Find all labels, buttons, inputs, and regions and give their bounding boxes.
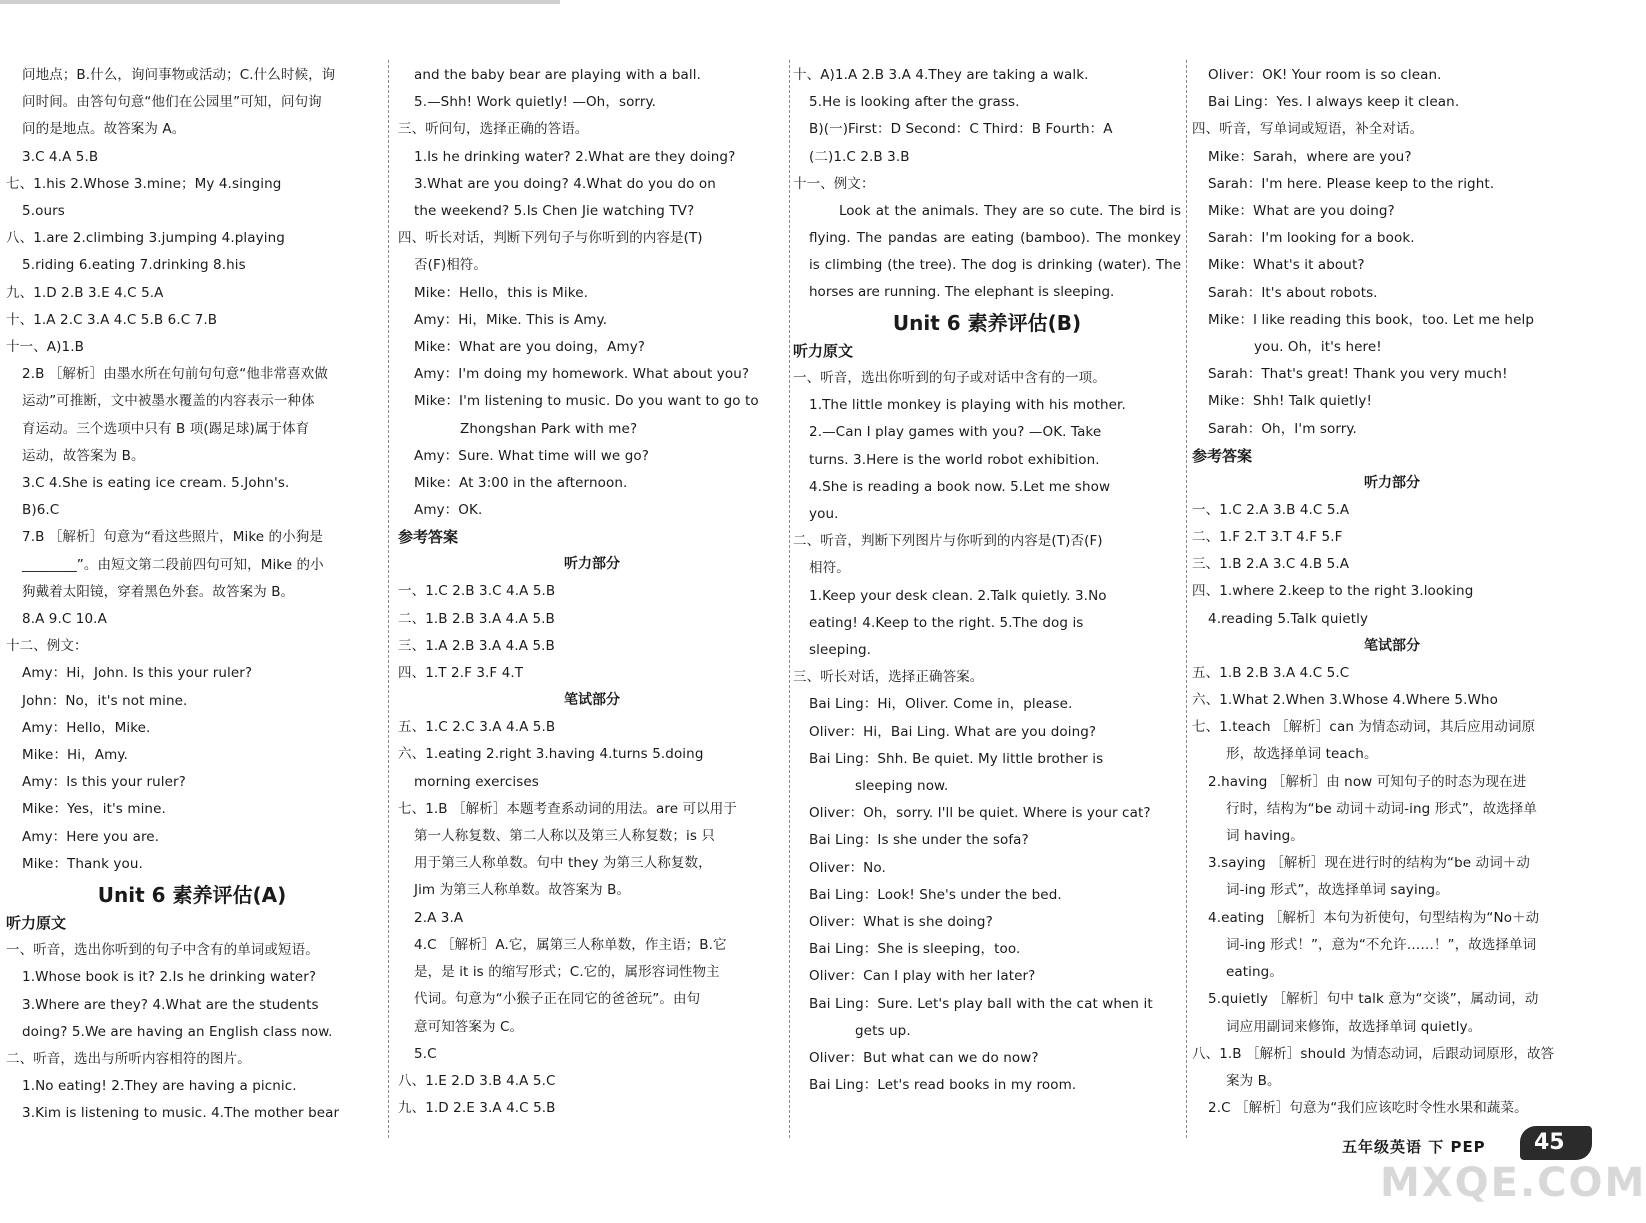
- text-line: Bai Ling：Sure. Let's play ball with the cat when it: [809, 995, 1153, 1012]
- text-line: Mike：Yes，it's mine.: [22, 801, 166, 818]
- text-line: 二、听音，选出与所听内容相符的图片。: [6, 1050, 251, 1067]
- text-line: 词应用副词来修饰，故选择单词 quietly。: [1226, 1018, 1482, 1035]
- text-line: 3.C 4.A 5.B: [22, 148, 99, 165]
- text-line: 词 having。: [1226, 828, 1304, 845]
- text-line: 一、1.C 2.B 3.C 4.A 5.B: [398, 583, 556, 600]
- part-heading: 听力部分: [1364, 474, 1420, 491]
- subsection-heading: 听力原文: [793, 342, 854, 361]
- text-line: 5.riding 6.eating 7.drinking 8.his: [22, 257, 246, 274]
- text-line: 一、听音，选出你听到的句子或对话中含有的一项。: [793, 370, 1106, 387]
- text-line: 问的是地点。故答案为 A。: [22, 121, 186, 138]
- text-line: eating! 4.Keep to the right. 5.The dog is: [809, 614, 1084, 631]
- text-line: 八、1.B ［解析］should 为情态动词，后跟动词原形，故答: [1192, 1045, 1555, 1062]
- text-line: 三、听长对话，选择正确答案。: [793, 669, 984, 686]
- text-line: Oliver：But what can we do now?: [809, 1050, 1039, 1067]
- text-line: 九、1.D 2.E 3.A 4.C 5.B: [398, 1100, 556, 1117]
- column-divider: [1186, 60, 1187, 1138]
- text-line: 七、1.B ［解析］本题考查系动词的用法。are 可以用于: [398, 800, 737, 817]
- book-label: 五年级英语 下 PEP: [1342, 1138, 1486, 1156]
- text-line: 用于第三人称单数。句中 they 为第三人称复数，: [414, 855, 712, 872]
- text-line: eating。: [1226, 964, 1283, 981]
- column-3-rest: [793, 308, 1181, 1099]
- example-essay-text: Look at the animals. They are so cute. The bird is flying. The pandas are eating (bamboo). The monkey is climbing (the tree). The dog is drinking (water). The horses are running. The elephant is sleeping.: [809, 203, 1181, 301]
- text-line: Oliver：Can I play with her later?: [809, 968, 1036, 985]
- text-line: 1.Is he drinking water? 2.What are they doing?: [414, 148, 736, 165]
- text-line: 问时间。由答句句意“他们在公园里”可知，问句询: [22, 94, 322, 111]
- text-line: turns. 3.Here is the world robot exhibition.: [809, 451, 1100, 468]
- text-line: B)(一)First：D Second：C Third：B Fourth：A: [809, 121, 1113, 138]
- text-line: 5.He is looking after the grass.: [809, 94, 1020, 111]
- text-line: B)6.C: [22, 502, 60, 519]
- text-line: 2.C ［解析］句意为“我们应该吃时令性水果和蔬菜。: [1208, 1100, 1528, 1117]
- text-line: 1.No eating! 2.They are having a picnic.: [22, 1078, 297, 1095]
- text-line: 形，故选择单词 teach。: [1226, 746, 1378, 763]
- text-line: 一、1.C 2.A 3.B 4.C 5.A: [1192, 501, 1350, 518]
- part-heading: 听力部分: [564, 556, 620, 573]
- page-footer: [1332, 1126, 1600, 1164]
- text-line: 六、1.What 2.When 3.Whose 4.Where 5.Who: [1192, 692, 1498, 709]
- text-line: Oliver：Oh，sorry. I'll be quiet. Where is your cat?: [809, 805, 1151, 822]
- subsection-heading: 参考答案: [1192, 446, 1253, 465]
- example-essay-paragraph: [793, 198, 1181, 306]
- text-line: Sarah：It's about robots.: [1208, 284, 1378, 301]
- text-line: 5.C: [414, 1045, 437, 1062]
- text-line: Sarah：That's great! Thank you very much!: [1208, 366, 1508, 383]
- text-line: 3.saying ［解析］现在进行时的结构为“be 动词＋动: [1208, 855, 1531, 872]
- text-line: 四、1.where 2.keep to the right 3.looking: [1192, 583, 1474, 600]
- text-line: Mike：I like reading this book，too. Let me help: [1208, 311, 1535, 328]
- text-line: 3.Kim is listening to music. 4.The mother bear: [22, 1105, 340, 1122]
- text-line: gets up.: [855, 1022, 911, 1039]
- text-line: you. Oh，it's here!: [1254, 339, 1382, 356]
- text-line: 8.A 9.C 10.A: [22, 611, 107, 628]
- text-line: morning exercises: [414, 773, 539, 790]
- text-line: Amy：OK.: [414, 502, 483, 519]
- text-line: 三、听问句，选择正确的答语。: [398, 121, 589, 138]
- text-line: Amy：Hi，John. Is this your ruler?: [22, 665, 253, 682]
- section-heading: Unit 6 素养评估(A): [97, 883, 287, 908]
- text-line: 五、1.C 2.C 3.A 4.A 5.B: [398, 719, 556, 736]
- text-line: Sarah：Oh，I'm sorry.: [1208, 420, 1357, 437]
- text-line: Mike：I'm listening to music. Do you want to go to: [414, 393, 759, 410]
- text-line: Bai Ling：Shh. Be quiet. My little brother is: [809, 750, 1104, 767]
- section-heading: Unit 6 素养评估(B): [892, 311, 1082, 336]
- text-line: 4.She is reading a book now. 5.Let me show: [809, 478, 1111, 495]
- text-line: 二、1.F 2.T 3.T 4.F 5.F: [1192, 529, 1343, 546]
- text-line: Amy：Is this your ruler?: [22, 774, 186, 791]
- text-line: Sarah：I'm here. Please keep to the right.: [1208, 175, 1495, 192]
- text-line: sleeping.: [809, 642, 872, 659]
- text-line: 5.quietly ［解析］句中 talk 意为“交谈”，属动词，动: [1208, 991, 1539, 1008]
- text-line: Oliver：No.: [809, 859, 886, 876]
- text-line: 狗戴着太阳镜，穿着黑色外套。故答案为 B。: [22, 583, 295, 600]
- text-line: 四、1.T 2.F 3.F 4.T: [398, 665, 524, 682]
- text-line: 相符。: [809, 560, 850, 577]
- text-line: 三、1.A 2.B 3.A 4.A 5.B: [398, 637, 555, 654]
- text-line: 是，是 it is 的缩写形式；C.它的，属形容词性物主: [414, 964, 720, 981]
- text-line: Oliver：What is she doing?: [809, 914, 993, 931]
- text-line: Mike：Thank you.: [22, 855, 143, 872]
- text-line: 5.ours: [22, 203, 65, 220]
- subsection-heading: 参考答案: [398, 528, 459, 547]
- top-edge-bar: [0, 0, 560, 4]
- column-divider: [789, 60, 790, 1138]
- text-line: 意可知答案为 C。: [414, 1018, 524, 1035]
- text-line: 词-ing 形式”，故选择单词 saying。: [1226, 882, 1449, 899]
- subsection-heading: 听力原文: [6, 914, 67, 933]
- text-line: 四、听长对话，判断下列句子与你听到的内容是(T): [398, 230, 703, 247]
- text-line: Zhongshan Park with me?: [460, 420, 638, 437]
- text-line: Bai Ling：Let's read books in my room.: [809, 1077, 1077, 1094]
- text-line: 二、听音，判断下列图片与你听到的内容是(T)否(F): [793, 533, 1103, 550]
- text-line: 2.having ［解析］由 now 可知句子的时态为现在进: [1208, 773, 1527, 790]
- text-line: 十一、例文：: [793, 175, 875, 192]
- text-line: Jim 为第三人称单数。故答案为 B。: [414, 882, 631, 899]
- text-line: Sarah：I'm looking for a book.: [1208, 230, 1415, 247]
- part-heading: 笔试部分: [1364, 637, 1420, 654]
- text-line: Mike：What are you doing，Amy?: [414, 339, 646, 356]
- text-line: 4.eating ［解析］本句为祈使句，句型结构为“No＋动: [1208, 909, 1540, 926]
- column-1: [6, 62, 378, 1128]
- text-line: 3.C 4.She is eating ice cream. 5.John's.: [22, 475, 290, 492]
- text-line: 1.Whose book is it? 2.Is he drinking water?: [22, 969, 317, 986]
- text-line: doing? 5.We are having an English class now.: [22, 1023, 333, 1040]
- text-line: and the baby bear are playing with a ball.: [414, 67, 702, 83]
- text-line: 六、1.eating 2.right 3.having 4.turns 5.doing: [398, 746, 704, 763]
- text-line: 2.A 3.A: [414, 909, 464, 926]
- text-line: 4.reading 5.Talk quietly: [1208, 610, 1369, 627]
- text-line: Mike：Hi，Amy.: [22, 747, 128, 764]
- text-line: 七、1.his 2.Whose 3.mine；My 4.singing: [6, 175, 282, 192]
- text-line: 十、1.A 2.C 3.A 4.C 5.B 6.C 7.B: [6, 311, 218, 328]
- text-line: 问地点；B.什么，询问事物或活动；C.什么时候，询: [22, 67, 336, 83]
- text-line: 5.—Shh! Work quietly! —Oh，sorry.: [414, 94, 657, 111]
- text-line: 十二、例文：: [6, 638, 88, 655]
- text-line: 二、1.B 2.B 3.A 4.A 5.B: [398, 610, 555, 627]
- text-line: 十一、A)1.B: [6, 339, 84, 356]
- text-line: Mike：At 3:00 in the afternoon.: [414, 475, 628, 492]
- text-line: Amy：Sure. What time will we go?: [414, 447, 650, 464]
- column-2: [398, 62, 786, 1122]
- text-line: 九、1.D 2.B 3.E 4.C 5.A: [6, 284, 164, 301]
- text-line: 2.—Can I play games with you? —OK. Take: [809, 424, 1102, 441]
- text-line: 五、1.B 2.B 3.A 4.C 5.C: [1192, 664, 1350, 681]
- site-watermark: MXQE.COM: [1380, 1160, 1646, 1206]
- text-line: 八、1.E 2.D 3.B 4.A 5.C: [398, 1072, 556, 1089]
- text-line: Oliver：OK! Your room is so clean.: [1208, 67, 1442, 83]
- text-line: 1.Keep your desk clean. 2.Talk quietly. 3.No: [809, 587, 1107, 604]
- text-line: Amy：I'm doing my homework. What about you?: [414, 366, 750, 383]
- text-line: 八、1.are 2.climbing 3.jumping 4.playing: [6, 230, 285, 247]
- part-heading: 笔试部分: [564, 692, 620, 709]
- text-line: 2.B ［解析］由墨水所在句前句句意“他非常喜欢做: [22, 366, 328, 383]
- text-line: Oliver：Hi，Bai Ling. What are you doing?: [809, 723, 1097, 740]
- text-line: 第一人称复数、第二人称以及第三人称复数；is 只: [414, 828, 715, 845]
- text-line: Bai Ling：She is sleeping，too.: [809, 941, 1021, 958]
- text-line: 词-ing 形式！”，意为“不允许……！”，故选择单词: [1226, 936, 1537, 953]
- text-line: 3.Where are they? 4.What are the students: [22, 996, 319, 1013]
- text-line: 四、听音，写单词或短语，补全对话。: [1192, 121, 1424, 138]
- text-line: Bai Ling：Look! She's under the bed.: [809, 886, 1062, 903]
- text-line: 运动”可推断，文中被墨水覆盖的内容表示一种体: [22, 393, 315, 410]
- text-line: Bai Ling：Hi，Oliver. Come in，please.: [809, 696, 1073, 713]
- column-3: [793, 62, 1181, 1100]
- text-line: 行时，结构为“be 动词＋动词-ing 形式”，故选择单: [1226, 800, 1537, 817]
- text-line: 十、A)1.A 2.B 3.A 4.They are taking a walk.: [793, 67, 1089, 83]
- text-line: ________”。由短文第二段前四句可知，Mike 的小: [22, 556, 324, 573]
- text-line: Mike：Sarah，where are you?: [1208, 148, 1412, 165]
- text-line: Amy：Hello，Mike.: [22, 719, 151, 736]
- text-line: 运动，故答案为 B。: [22, 447, 145, 464]
- text-line: 3.What are you doing? 4.What do you do on: [414, 175, 716, 192]
- text-line: Bai Ling：Yes. I always keep it clean.: [1208, 94, 1460, 111]
- text-line: Bai Ling：Is she under the sofa?: [809, 832, 1029, 849]
- page-number: 45: [1534, 1130, 1565, 1155]
- text-line: 一、听音，选出你听到的句子中含有的单词或短语。: [6, 942, 319, 959]
- text-line: 育运动。三个选项中只有 B 项(踢足球)属于体育: [22, 420, 310, 437]
- text-line: Amy：Hi，Mike. This is Amy.: [414, 311, 608, 328]
- text-line: sleeping now.: [855, 778, 949, 795]
- text-line: Mike：What's it about?: [1208, 257, 1365, 274]
- text-line: 案为 B。: [1226, 1072, 1281, 1089]
- text-line: you.: [809, 506, 839, 523]
- page-number-badge: [1520, 1126, 1592, 1160]
- text-line: 7.B ［解析］句意为“看这些照片，Mike 的小狗是: [22, 529, 323, 546]
- text-line: 代词。句意为“小猴子正在同它的爸爸玩”。由句: [414, 991, 701, 1008]
- column-3-top: [793, 62, 1181, 198]
- column-4: [1192, 62, 1592, 1122]
- text-line: 七、1.teach ［解析］can 为情态动词，其后应用动词原: [1192, 719, 1536, 736]
- text-line: the weekend? 5.Is Chen Jie watching TV?: [414, 203, 695, 220]
- text-line: Amy：Here you are.: [22, 828, 160, 845]
- text-line: Mike：What are you doing?: [1208, 203, 1395, 220]
- column-divider: [388, 60, 389, 1138]
- text-line: 三、1.B 2.A 3.C 4.B 5.A: [1192, 556, 1350, 573]
- text-line: 否(F)相符。: [414, 257, 487, 274]
- text-line: John：No，it's not mine.: [22, 692, 188, 709]
- text-line: (二)1.C 2.B 3.B: [809, 148, 910, 165]
- text-line: Mike：Hello，this is Mike.: [414, 284, 588, 301]
- text-line: Mike：Shh! Talk quietly!: [1208, 393, 1372, 410]
- text-line: 1.The little monkey is playing with his mother.: [809, 397, 1126, 414]
- text-line: 4.C ［解析］A.它，属第三人称单数，作主语；B.它: [414, 936, 727, 953]
